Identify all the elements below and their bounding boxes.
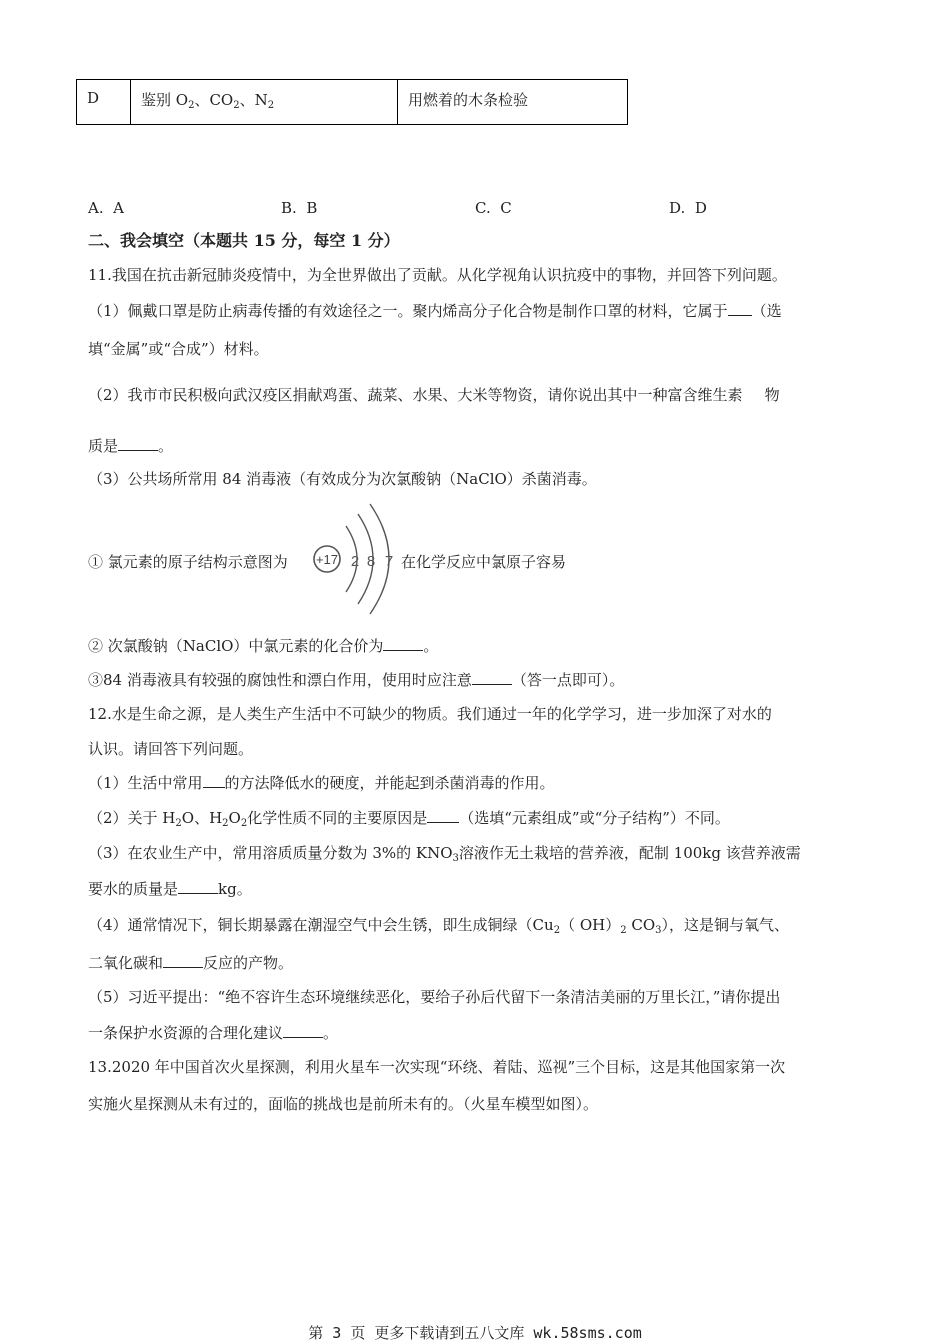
- text: 反应的产物。: [203, 954, 294, 972]
- subscript: 2: [222, 818, 229, 829]
- text: 质是: [88, 437, 119, 455]
- page-footer: 第 3 页 更多下载请到五八文库 wk.58sms.com: [308, 1324, 642, 1342]
- q12-stem-line1: 12.水是生命之源，是人类生产生活中不可缺少的物质。我们通过一年的化学学习，进一步加深了对水的: [88, 705, 772, 723]
- q12-part1: [88, 773, 555, 793]
- text: O、H: [181, 809, 223, 827]
- options-table: [76, 79, 628, 125]
- atom-structure-diagram: [310, 500, 402, 616]
- subscript: 3: [452, 853, 459, 864]
- task-text-c: 、N: [239, 91, 268, 109]
- text: （ OH）: [560, 916, 621, 934]
- q11-part2-line2: [88, 436, 173, 456]
- subscript: 3: [655, 925, 662, 936]
- q11-sub2: [88, 636, 438, 656]
- q11-sub1-suffix: 在化学反应中氯原子容易: [401, 553, 567, 571]
- text: 化学性质不同的主要原因是: [247, 809, 428, 827]
- text: （1）佩戴口罩是防止病毒传播的有效途径之一。聚内烯高分子化合物是制作口罩的材料，它属于: [88, 302, 728, 320]
- q13-line2: 实施火星探测从未有过的，面临的挑战也是前所未有的。（火星车模型如图）。: [88, 1095, 599, 1113]
- q11-part2-line1: [88, 385, 780, 405]
- table-cell-letter: D: [77, 80, 131, 125]
- option-a[interactable]: [88, 198, 124, 218]
- text: CO: [626, 916, 656, 934]
- subscript: 2: [553, 925, 561, 936]
- option-value: C: [500, 199, 512, 217]
- q11-part3: （3）公共场所常用 84 消毒液（有效成分为次氯酸钠（NaClO）杀菌消毒。: [88, 470, 597, 488]
- subscript: 2: [240, 818, 248, 829]
- option-value: D: [694, 199, 707, 217]
- text: 二氧化碳和: [88, 954, 164, 972]
- option-b[interactable]: [281, 198, 317, 218]
- text: （选填“元素组成”或“分子结构”）不同。: [459, 809, 730, 827]
- answer-blank[interactable]: [163, 953, 203, 968]
- table-row: [77, 80, 628, 125]
- text: 溶液作无土栽培的营养液，配制 100kg 该营养液需: [458, 844, 801, 862]
- text: ② 次氯酸钠（NaClO）中氯元素的化合价为: [88, 637, 384, 655]
- text: （3）在农业生产中，常用溶质质量分数为 3%的 KNO: [88, 844, 453, 862]
- answer-blank[interactable]: [383, 636, 423, 651]
- text: kg。: [218, 880, 252, 898]
- answer-blank[interactable]: [203, 773, 225, 788]
- option-value: A: [113, 199, 124, 217]
- text: ），这是铜与氧气、: [661, 916, 790, 934]
- q11-sub1-prefix: ① 氯元素的原子结构示意图为: [88, 553, 288, 571]
- option-value: B: [306, 199, 318, 217]
- q11-stem: 11.我国在抗击新冠肺炎疫情中，为全世界做出了贡献。从化学视角认识抗疫中的事物，并回答下列问题。: [88, 266, 787, 284]
- task-sub-a: 2: [188, 100, 195, 111]
- table-cell-task: [131, 80, 398, 125]
- table-cell-method: 用燃着的木条检验: [398, 80, 628, 125]
- shell-electrons-2: 8: [366, 553, 376, 570]
- subscript: 2: [175, 818, 182, 829]
- answer-blank[interactable]: [427, 808, 459, 823]
- answer-blank[interactable]: [728, 301, 752, 316]
- text: O: [228, 809, 241, 827]
- q12-part5-line1: （5）习近平提出：“绝不容许生态环境继续恶化，要给子孙后代留下一条清洁美丽的万里长江，”请你提出: [88, 988, 781, 1006]
- text: 一条保护水资源的合理化建议: [88, 1024, 284, 1042]
- q11-sub3: [88, 670, 624, 690]
- option-label: C.: [475, 199, 491, 217]
- text: （1）生活中常用: [88, 774, 203, 792]
- option-label: A.: [88, 199, 104, 217]
- answer-blank[interactable]: [118, 436, 158, 451]
- answer-blank[interactable]: [283, 1023, 323, 1038]
- answer-blank[interactable]: [178, 879, 218, 894]
- task-sub-c: 2: [267, 100, 275, 111]
- text: 。: [323, 1024, 339, 1042]
- task-sub-b: 2: [233, 100, 240, 111]
- option-label: D.: [669, 199, 686, 217]
- text: 要水的质量是: [88, 880, 179, 898]
- task-text-a: 鉴别 O: [141, 91, 189, 109]
- subscript: 2: [620, 925, 627, 936]
- text: 。: [158, 437, 174, 455]
- text: 。: [423, 637, 439, 655]
- task-text-b: 、CO: [194, 91, 234, 109]
- text: （2）我市市民积极向武汉疫区捐献鸡蛋、蔬菜、水果、大米等物资，请你说出其中一种富含维生素: [88, 386, 743, 404]
- text: （选: [751, 302, 782, 320]
- text: （2）关于 H: [88, 809, 176, 827]
- option-label: B.: [281, 199, 297, 217]
- q11-part1-line1: [88, 301, 782, 321]
- q12-part4-line2: [88, 953, 293, 973]
- option-d[interactable]: [669, 198, 707, 218]
- option-c[interactable]: [475, 198, 512, 218]
- shell-electrons-1: 2: [350, 553, 360, 570]
- q12-part3-line2: [88, 879, 252, 899]
- section-title: 二、我会填空（本题共 15 分，每空 1 分）: [88, 231, 400, 250]
- q11-part1-line2: 填“金属”或“合成”）材料。: [88, 340, 269, 358]
- text: ③84 消毒液具有较强的腐蚀性和漂白作用，使用时应注意: [88, 671, 472, 689]
- q12-part4-line1: [88, 915, 789, 935]
- text: （答一点即可）。: [511, 671, 625, 689]
- nucleus-charge: +17: [315, 552, 339, 567]
- q12-part2: [88, 808, 730, 828]
- q12-part3-line1: [88, 843, 801, 863]
- answer-blank[interactable]: [472, 670, 512, 685]
- text: 物: [764, 386, 780, 404]
- text: 的方法降低水的硬度，并能起到杀菌消毒的作用。: [224, 774, 555, 792]
- q13-line1: 13.2020 年中国首次火星探测，利用火星车一次实现“环绕、着陆、巡视”三个目标，这是其他国家第一次: [88, 1058, 786, 1076]
- shell-electrons-3: 7: [384, 553, 394, 570]
- text: （4）通常情况下，铜长期暴露在潮湿空气中会生锈，即生成铜绿（Cu: [88, 916, 554, 934]
- q12-stem-line2: 认识。请回答下列问题。: [88, 740, 254, 758]
- q12-part5-line2: [88, 1023, 338, 1043]
